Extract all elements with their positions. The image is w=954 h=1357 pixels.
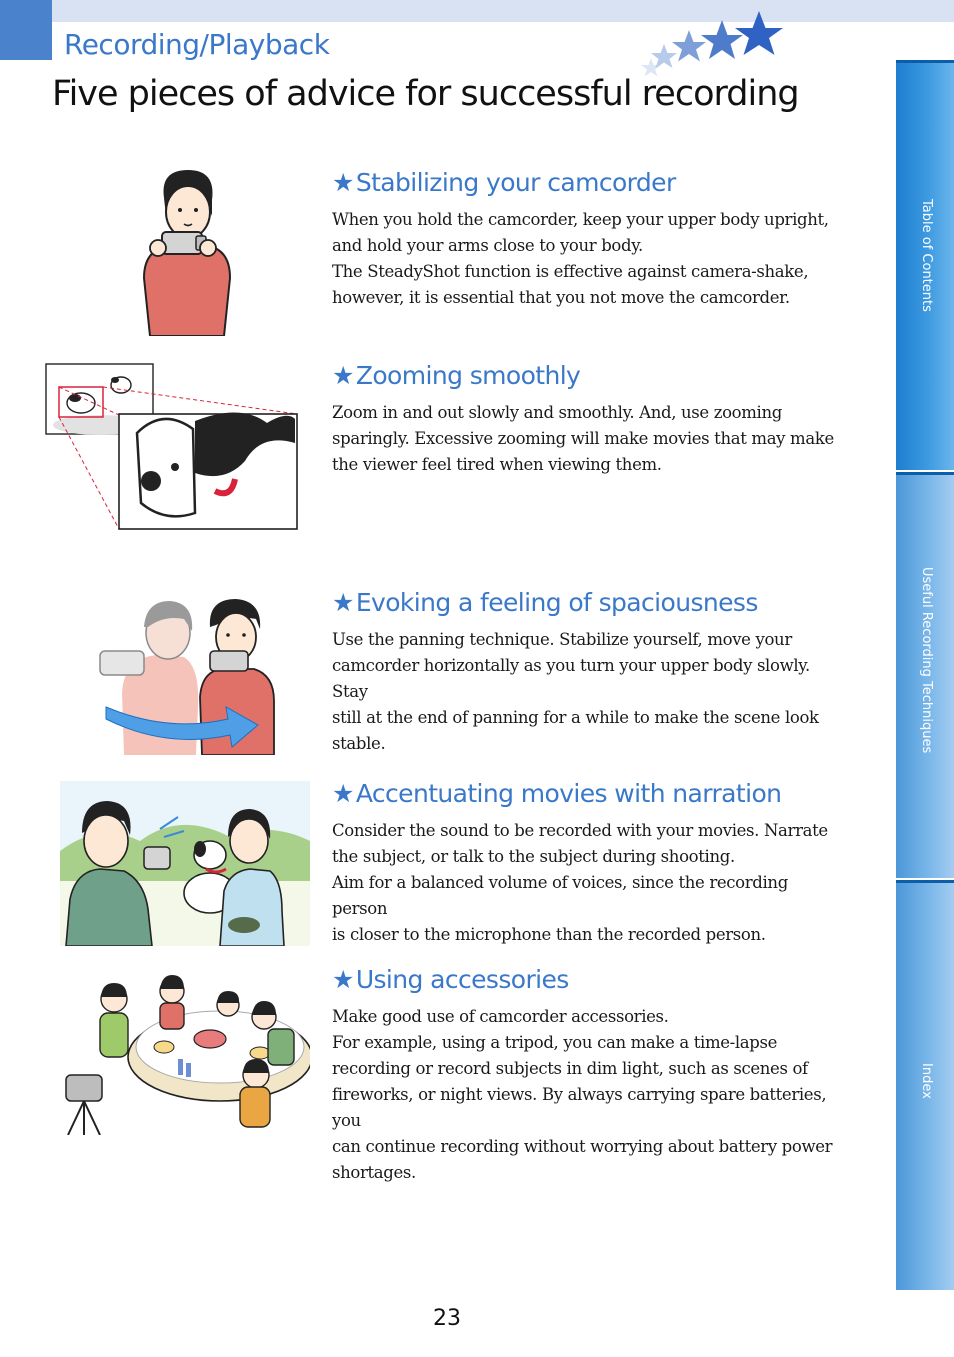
tab-useful-recording-techniques[interactable] bbox=[896, 472, 954, 878]
tip-title: ★Accentuating movies with narration bbox=[332, 779, 782, 808]
tip-narration bbox=[332, 779, 844, 948]
star-icon: ★ bbox=[332, 588, 354, 617]
tip-title: ★Stabilizing your camcorder bbox=[332, 168, 676, 197]
tip-stabilizing bbox=[332, 168, 844, 311]
tip-accessories bbox=[332, 965, 844, 1186]
tab-index[interactable] bbox=[896, 880, 954, 1290]
tip-body: Zoom in and out slowly and smoothly. And, use zooming sparingly. Excessive zooming will make movies that may make the viewer feel tired when viewing them. bbox=[332, 403, 834, 474]
accessories-illustration bbox=[60, 967, 310, 1135]
zooming-illustration bbox=[45, 363, 300, 531]
page-number: 23 bbox=[433, 1306, 461, 1331]
star-icon: ★ bbox=[332, 361, 354, 390]
header-square bbox=[0, 0, 52, 60]
section-label: Recording/Playback bbox=[64, 28, 330, 61]
tip-zooming bbox=[332, 361, 844, 478]
star-icon: ★ bbox=[332, 168, 354, 197]
narration-illustration bbox=[60, 781, 310, 946]
tip-body: Use the panning technique. Stabilize yourself, move your camcorder horizontally as you turn your upper body slowly. Stay still at the end of panning for a while to make the scene look stable. bbox=[332, 630, 819, 753]
tip-title: ★Evoking a feeling of spaciousness bbox=[332, 588, 758, 617]
stabilizing-illustration bbox=[140, 168, 235, 336]
tab-table-of-contents[interactable] bbox=[896, 60, 954, 470]
decorative-stars-icon bbox=[638, 8, 788, 78]
tip-body: Consider the sound to be recorded with your movies. Narrate the subject, or talk to the subject during shooting. Aim for a balanced volume of voices, since the recording person is closer to the microphone than the recorded person. bbox=[332, 821, 828, 944]
tab-label: Index bbox=[919, 1063, 934, 1099]
tip-body: Make good use of camcorder accessories. For example, using a tripod, you can make a time-lapse recording or record subjects in dim light, such as scenes of fireworks, or night views. By always carrying spare batteries, you can continue recording without worrying about battery power shortages. bbox=[332, 1007, 833, 1182]
header-bar bbox=[52, 0, 954, 22]
page-title: Five pieces of advice for successful recording bbox=[52, 74, 799, 114]
tip-title: ★Zooming smoothly bbox=[332, 361, 581, 390]
tip-body: When you hold the camcorder, keep your upper body upright, and hold your arms close to your body. The SteadyShot function is effective against camera-shake, however, it is essential that you not move the camcorder. bbox=[332, 210, 829, 307]
star-icon: ★ bbox=[332, 965, 354, 994]
tip-title: ★Using accessories bbox=[332, 965, 569, 994]
panning-illustration bbox=[98, 597, 276, 755]
tab-label: Table of Contents bbox=[919, 199, 934, 312]
tip-spaciousness bbox=[332, 588, 844, 757]
star-icon: ★ bbox=[332, 779, 354, 808]
tab-label: Useful Recording Techniques bbox=[919, 567, 934, 754]
